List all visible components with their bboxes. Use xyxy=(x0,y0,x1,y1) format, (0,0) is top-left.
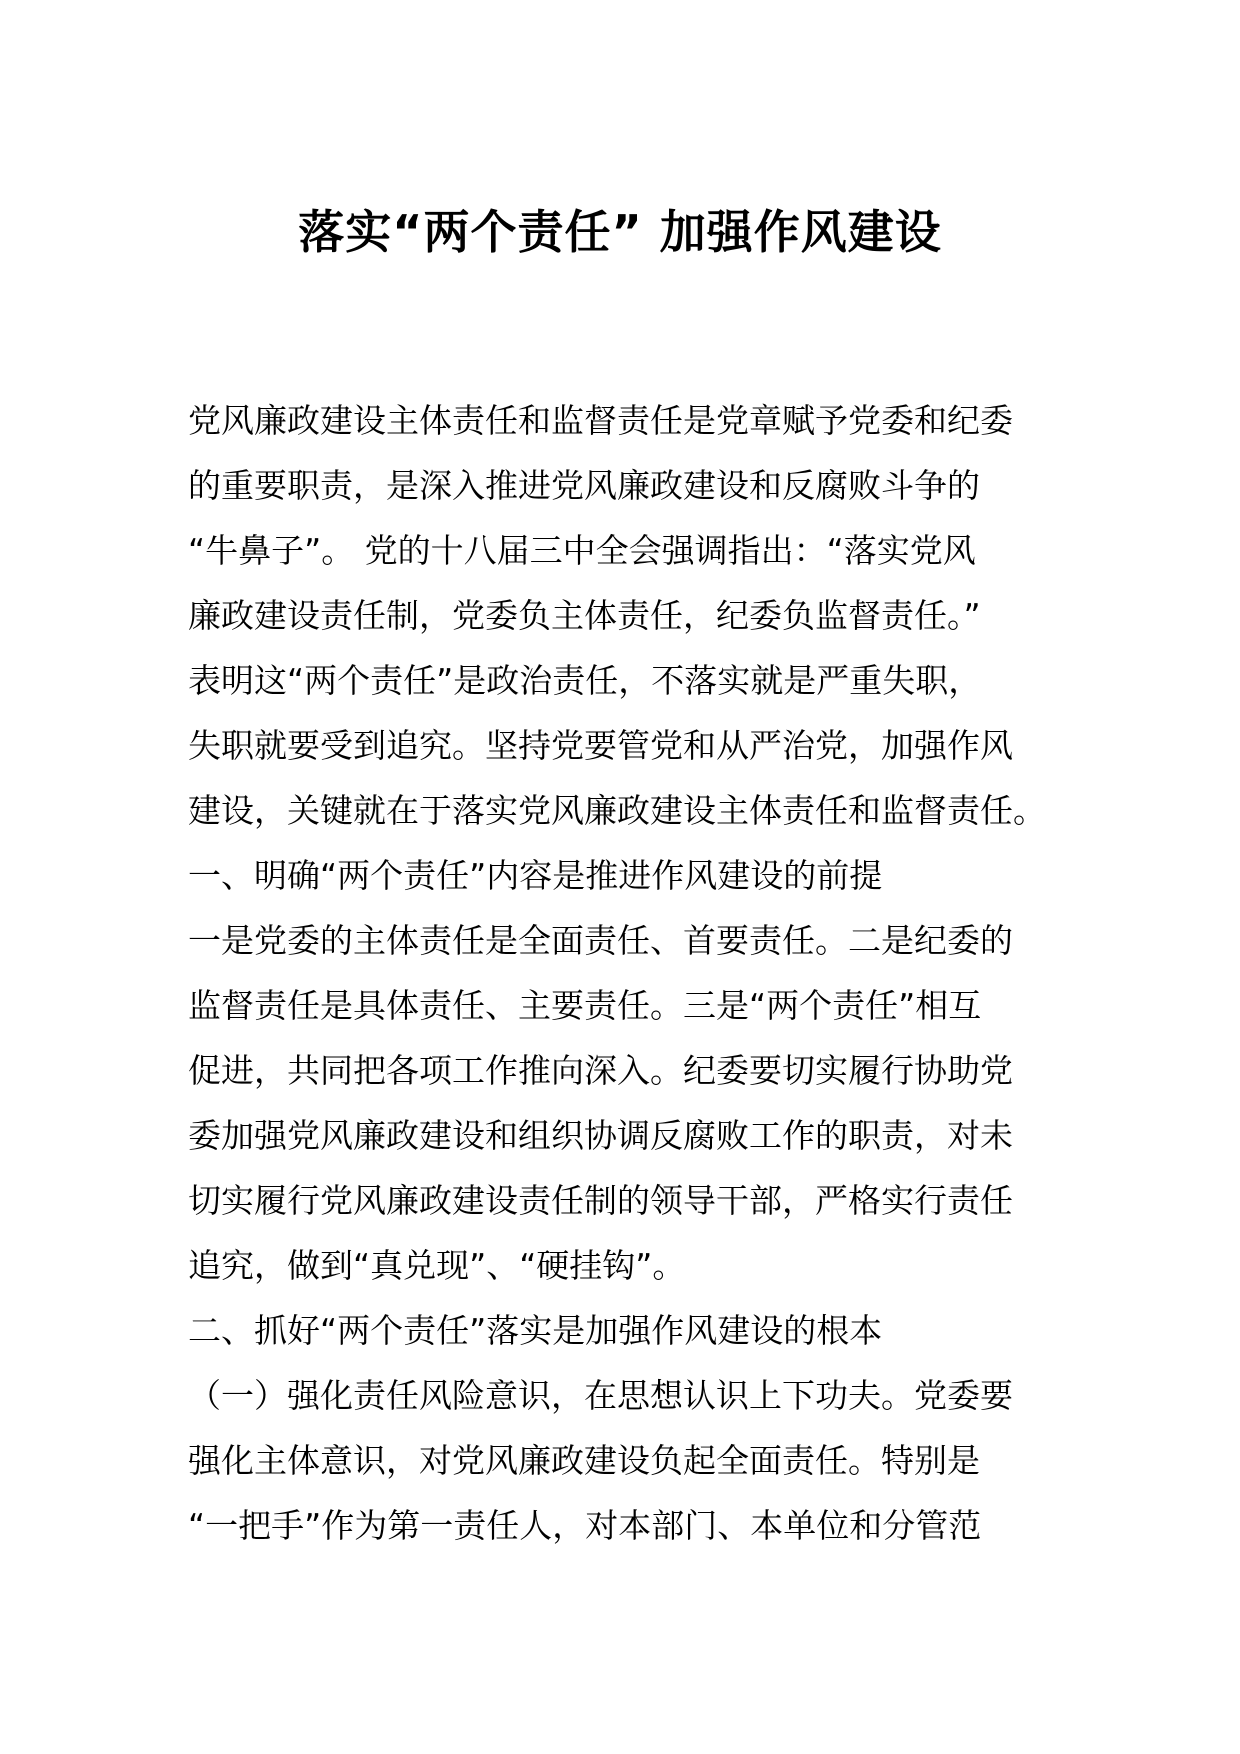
body-line: 强化主体意识，对党风廉政建设负起全面责任。特别是 xyxy=(188,1441,980,1480)
body-line: 切实履行党风廉政建设责任制的领导干部，严格实行责任 xyxy=(188,1181,1013,1220)
body-line: “牛鼻子”。 党的十八届三中全会强调指出：“落实党风 xyxy=(188,531,976,570)
body-line: 廉政建设责任制，党委负主体责任，纪委负监督责任。” xyxy=(188,596,981,635)
body-line: 失职就要受到追究。坚持党要管党和从严治党，加强作风 xyxy=(188,726,1013,765)
body-line: 建设，关键就在于落实党风廉政建设主体责任和监督责任。 xyxy=(188,791,1046,830)
body-line: “一把手”作为第一责任人，对本部门、本单位和分管范 xyxy=(188,1506,982,1545)
body-line: 一是党委的主体责任是全面责任、首要责任。二是纪委的 xyxy=(188,921,1013,960)
body-line: 追究，做到“真兑现”、“硬挂钩”。 xyxy=(188,1246,686,1285)
body-line: 监督责任是具体责任、主要责任。三是“两个责任”相互 xyxy=(188,986,982,1025)
body-line: 委加强党风廉政建设和组织协调反腐败工作的职责，对未 xyxy=(188,1116,1013,1155)
body-line: 表明这“两个责任”是政治责任，不落实就是严重失职， xyxy=(188,661,982,700)
section-heading-1: 一、明确“两个责任”内容是推进作风建设的前提 xyxy=(188,856,883,895)
body-line: 党风廉政建设主体责任和监督责任是党章赋予党委和纪委 xyxy=(188,401,1013,440)
body-line: （一）强化责任风险意识，在思想认识上下功夫。党委要 xyxy=(188,1376,1013,1415)
document-title: 落实“两个责任” 加强作风建设 xyxy=(298,205,942,259)
body-line: 的重要职责，是深入推进党风廉政建设和反腐败斗争的 xyxy=(188,466,980,505)
section-heading-2: 二、抓好“两个责任”落实是加强作风建设的根本 xyxy=(188,1311,883,1350)
document-body xyxy=(188,388,1058,1558)
body-line: 促进，共同把各项工作推向深入。纪委要切实履行协助党 xyxy=(188,1051,1013,1090)
